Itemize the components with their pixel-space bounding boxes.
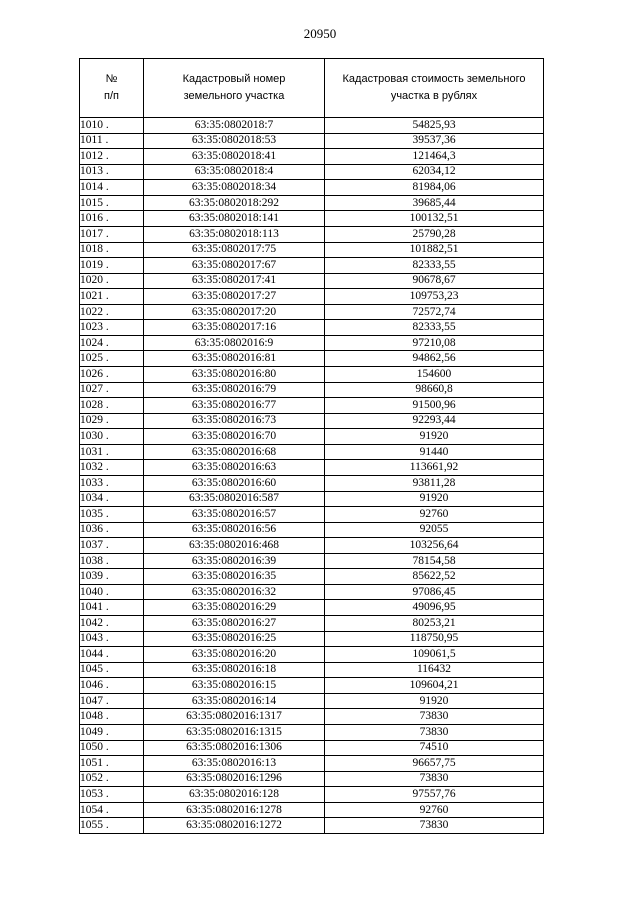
table-row xyxy=(80,818,544,834)
cadastral-value: 92055 xyxy=(325,522,544,538)
table-row xyxy=(80,584,544,600)
cadastral-number: 63:35:0802016:27 xyxy=(144,616,325,632)
header-cadastral-value xyxy=(325,59,544,118)
row-number: 1027 . xyxy=(80,382,144,398)
cadastral-number: 63:35:0802016:14 xyxy=(144,693,325,709)
table-row xyxy=(80,273,544,289)
cadastral-number: 63:35:0802017:75 xyxy=(144,242,325,258)
cadastral-number: 63:35:0802016:1306 xyxy=(144,740,325,756)
cadastral-value: 113661,92 xyxy=(325,460,544,476)
table-row xyxy=(80,149,544,165)
row-number: 1053 . xyxy=(80,787,144,803)
table-row xyxy=(80,616,544,632)
cadastral-number: 63:35:0802016:56 xyxy=(144,522,325,538)
header-cadastral-number xyxy=(144,59,325,118)
row-number: 1026 . xyxy=(80,367,144,383)
table-row xyxy=(80,242,544,258)
cadastral-value: 91920 xyxy=(325,693,544,709)
table-row xyxy=(80,787,544,803)
row-number: 1030 . xyxy=(80,429,144,445)
cadastral-value: 73830 xyxy=(325,771,544,787)
cadastral-number: 63:35:0802016:9 xyxy=(144,335,325,351)
table-row xyxy=(80,756,544,772)
cadastral-number: 63:35:0802016:15 xyxy=(144,678,325,694)
cadastral-number: 63:35:0802016:20 xyxy=(144,647,325,663)
table-row xyxy=(80,180,544,196)
cadastral-number: 63:35:0802017:41 xyxy=(144,273,325,289)
row-number: 1024 . xyxy=(80,335,144,351)
cadastral-value: 85622,52 xyxy=(325,569,544,585)
table-row xyxy=(80,304,544,320)
cadastral-value: 96657,75 xyxy=(325,756,544,772)
table-row xyxy=(80,133,544,149)
table-row xyxy=(80,771,544,787)
row-number: 1031 . xyxy=(80,444,144,460)
row-number: 1010 . xyxy=(80,118,144,134)
table-row xyxy=(80,740,544,756)
cadastral-value: 101882,51 xyxy=(325,242,544,258)
cadastral-number: 63:35:0802016:1315 xyxy=(144,724,325,740)
row-number: 1017 . xyxy=(80,226,144,242)
cadastral-value: 97557,76 xyxy=(325,787,544,803)
table-row xyxy=(80,444,544,460)
cadastral-value: 90678,67 xyxy=(325,273,544,289)
cadastral-number: 63:35:0802016:57 xyxy=(144,507,325,523)
table-row xyxy=(80,802,544,818)
cadastral-value: 93811,28 xyxy=(325,475,544,491)
table-row xyxy=(80,211,544,227)
cadastral-number: 63:35:0802016:29 xyxy=(144,600,325,616)
cadastral-number: 63:35:0802017:27 xyxy=(144,289,325,305)
cadastral-number: 63:35:0802016:128 xyxy=(144,787,325,803)
table-row xyxy=(80,258,544,274)
table-row xyxy=(80,569,544,585)
row-number: 1020 . xyxy=(80,273,144,289)
table-row xyxy=(80,507,544,523)
table-row xyxy=(80,709,544,725)
table-row xyxy=(80,475,544,491)
table-row xyxy=(80,631,544,647)
row-number: 1034 . xyxy=(80,491,144,507)
cadastral-value: 109753,23 xyxy=(325,289,544,305)
row-number: 1022 . xyxy=(80,304,144,320)
table-row xyxy=(80,522,544,538)
table-row xyxy=(80,678,544,694)
table-row xyxy=(80,195,544,211)
cadastral-number: 63:35:0802016:79 xyxy=(144,382,325,398)
cadastral-value: 25790,28 xyxy=(325,226,544,242)
cadastral-value: 81984,06 xyxy=(325,180,544,196)
table-row xyxy=(80,118,544,134)
table-row xyxy=(80,460,544,476)
row-number: 1029 . xyxy=(80,413,144,429)
table-row xyxy=(80,553,544,569)
header-number xyxy=(80,59,144,118)
cadastral-value: 74510 xyxy=(325,740,544,756)
row-number: 1014 . xyxy=(80,180,144,196)
cadastral-value: 97086,45 xyxy=(325,584,544,600)
cadastral-value: 91920 xyxy=(325,429,544,445)
cadastral-number: 63:35:0802018:7 xyxy=(144,118,325,134)
row-number: 1054 . xyxy=(80,802,144,818)
table-row xyxy=(80,538,544,554)
cadastral-value: 154600 xyxy=(325,367,544,383)
cadastral-value: 92760 xyxy=(325,802,544,818)
row-number: 1049 . xyxy=(80,724,144,740)
cadastral-number: 63:35:0802016:77 xyxy=(144,398,325,414)
cadastral-value: 73830 xyxy=(325,724,544,740)
table-header-row xyxy=(80,59,544,118)
cadastral-number: 63:35:0802016:63 xyxy=(144,460,325,476)
cadastral-number: 63:35:0802016:35 xyxy=(144,569,325,585)
row-number: 1042 . xyxy=(80,616,144,632)
header-number-label: № п/п xyxy=(104,73,119,102)
row-number: 1018 . xyxy=(80,242,144,258)
table-row xyxy=(80,413,544,429)
cadastral-number: 63:35:0802016:1278 xyxy=(144,802,325,818)
row-number: 1047 . xyxy=(80,693,144,709)
cadastral-value: 39537,36 xyxy=(325,133,544,149)
cadastral-number: 63:35:0802016:39 xyxy=(144,553,325,569)
cadastral-value: 116432 xyxy=(325,662,544,678)
cadastral-number: 63:35:0802016:32 xyxy=(144,584,325,600)
cadastral-value: 39685,44 xyxy=(325,195,544,211)
row-number: 1041 . xyxy=(80,600,144,616)
table-row xyxy=(80,351,544,367)
table-row xyxy=(80,693,544,709)
cadastral-number: 63:35:0802016:13 xyxy=(144,756,325,772)
cadastral-number: 63:35:0802017:16 xyxy=(144,320,325,336)
row-number: 1016 . xyxy=(80,211,144,227)
page-number: 20950 xyxy=(303,26,337,41)
row-number: 1021 . xyxy=(80,289,144,305)
table-row xyxy=(80,289,544,305)
row-number: 1051 . xyxy=(80,756,144,772)
cadastral-value: 118750,95 xyxy=(325,631,544,647)
row-number: 1055 . xyxy=(80,818,144,834)
table-row xyxy=(80,647,544,663)
row-number: 1040 . xyxy=(80,584,144,600)
cadastral-value: 94862,56 xyxy=(325,351,544,367)
row-number: 1025 . xyxy=(80,351,144,367)
cadastral-number: 63:35:0802016:18 xyxy=(144,662,325,678)
cadastral-value: 82333,55 xyxy=(325,258,544,274)
table-row xyxy=(80,367,544,383)
cadastral-value: 73830 xyxy=(325,709,544,725)
cadastral-number: 63:35:0802017:20 xyxy=(144,304,325,320)
cadastral-value: 98660,8 xyxy=(325,382,544,398)
cadastral-number: 63:35:0802016:70 xyxy=(144,429,325,445)
cadastral-number: 63:35:0802016:73 xyxy=(144,413,325,429)
cadastral-number: 63:35:0802016:1272 xyxy=(144,818,325,834)
cadastral-value: 73830 xyxy=(325,818,544,834)
cadastral-value: 109604,21 xyxy=(325,678,544,694)
cadastral-number: 63:35:0802018:292 xyxy=(144,195,325,211)
cadastral-number: 63:35:0802016:1296 xyxy=(144,771,325,787)
row-number: 1012 . xyxy=(80,149,144,165)
row-number: 1019 . xyxy=(80,258,144,274)
cadastral-value: 72572,74 xyxy=(325,304,544,320)
cadastral-value: 91500,96 xyxy=(325,398,544,414)
cadastral-number: 63:35:0802016:81 xyxy=(144,351,325,367)
cadastral-value: 92293,44 xyxy=(325,413,544,429)
table-row xyxy=(80,662,544,678)
row-number: 1038 . xyxy=(80,553,144,569)
row-number: 1037 . xyxy=(80,538,144,554)
cadastral-number: 63:35:0802018:4 xyxy=(144,164,325,180)
cadastral-number: 63:35:0802017:67 xyxy=(144,258,325,274)
table-body xyxy=(80,118,544,834)
cadastral-value: 91440 xyxy=(325,444,544,460)
row-number: 1023 . xyxy=(80,320,144,336)
row-number: 1015 . xyxy=(80,195,144,211)
row-number: 1028 . xyxy=(80,398,144,414)
row-number: 1032 . xyxy=(80,460,144,476)
row-number: 1043 . xyxy=(80,631,144,647)
row-number: 1048 . xyxy=(80,709,144,725)
cadastral-number: 63:35:0802018:34 xyxy=(144,180,325,196)
row-number: 1046 . xyxy=(80,678,144,694)
cadastral-value: 109061,5 xyxy=(325,647,544,663)
cadastral-value: 91920 xyxy=(325,491,544,507)
row-number: 1044 . xyxy=(80,647,144,663)
cadastral-number: 63:35:0802016:587 xyxy=(144,491,325,507)
cadastral-value: 82333,55 xyxy=(325,320,544,336)
table-row xyxy=(80,226,544,242)
cadastral-number: 63:35:0802016:80 xyxy=(144,367,325,383)
table-row xyxy=(80,491,544,507)
cadastral-number: 63:35:0802018:141 xyxy=(144,211,325,227)
cadastral-value: 103256,64 xyxy=(325,538,544,554)
cadastral-value: 121464,3 xyxy=(325,149,544,165)
cadastral-value: 49096,95 xyxy=(325,600,544,616)
row-number: 1033 . xyxy=(80,475,144,491)
cadastral-number: 63:35:0802018:41 xyxy=(144,149,325,165)
cadastral-value: 54825,93 xyxy=(325,118,544,134)
cadastral-number: 63:35:0802016:60 xyxy=(144,475,325,491)
cadastral-value: 80253,21 xyxy=(325,616,544,632)
row-number: 1052 . xyxy=(80,771,144,787)
cadastral-value: 97210,08 xyxy=(325,335,544,351)
row-number: 1035 . xyxy=(80,507,144,523)
cadastral-number: 63:35:0802016:468 xyxy=(144,538,325,554)
table-row xyxy=(80,429,544,445)
table-row xyxy=(80,724,544,740)
cadastral-number: 63:35:0802016:1317 xyxy=(144,709,325,725)
cadastral-number: 63:35:0802016:68 xyxy=(144,444,325,460)
cadastral-value: 78154,58 xyxy=(325,553,544,569)
table-row xyxy=(80,398,544,414)
row-number: 1011 . xyxy=(80,133,144,149)
cadastral-value: 62034,12 xyxy=(325,164,544,180)
row-number: 1039 . xyxy=(80,569,144,585)
row-number: 1050 . xyxy=(80,740,144,756)
header-cadastral-label: Кадастровый номер земельного участка xyxy=(182,73,286,102)
cadastral-value: 92760 xyxy=(325,507,544,523)
row-number: 1045 . xyxy=(80,662,144,678)
cadastral-number: 63:35:0802016:25 xyxy=(144,631,325,647)
row-number: 1013 . xyxy=(80,164,144,180)
table-row xyxy=(80,382,544,398)
row-number: 1036 . xyxy=(80,522,144,538)
table-row xyxy=(80,320,544,336)
header-value-label: Кадастровая стоимость земельного участка в рублях xyxy=(342,73,526,102)
cadastral-number: 63:35:0802018:53 xyxy=(144,133,325,149)
cadastral-number: 63:35:0802018:113 xyxy=(144,226,325,242)
cadastral-table xyxy=(79,58,544,834)
table-row xyxy=(80,600,544,616)
cadastral-value: 100132,51 xyxy=(325,211,544,227)
table-row xyxy=(80,164,544,180)
table-row xyxy=(80,335,544,351)
